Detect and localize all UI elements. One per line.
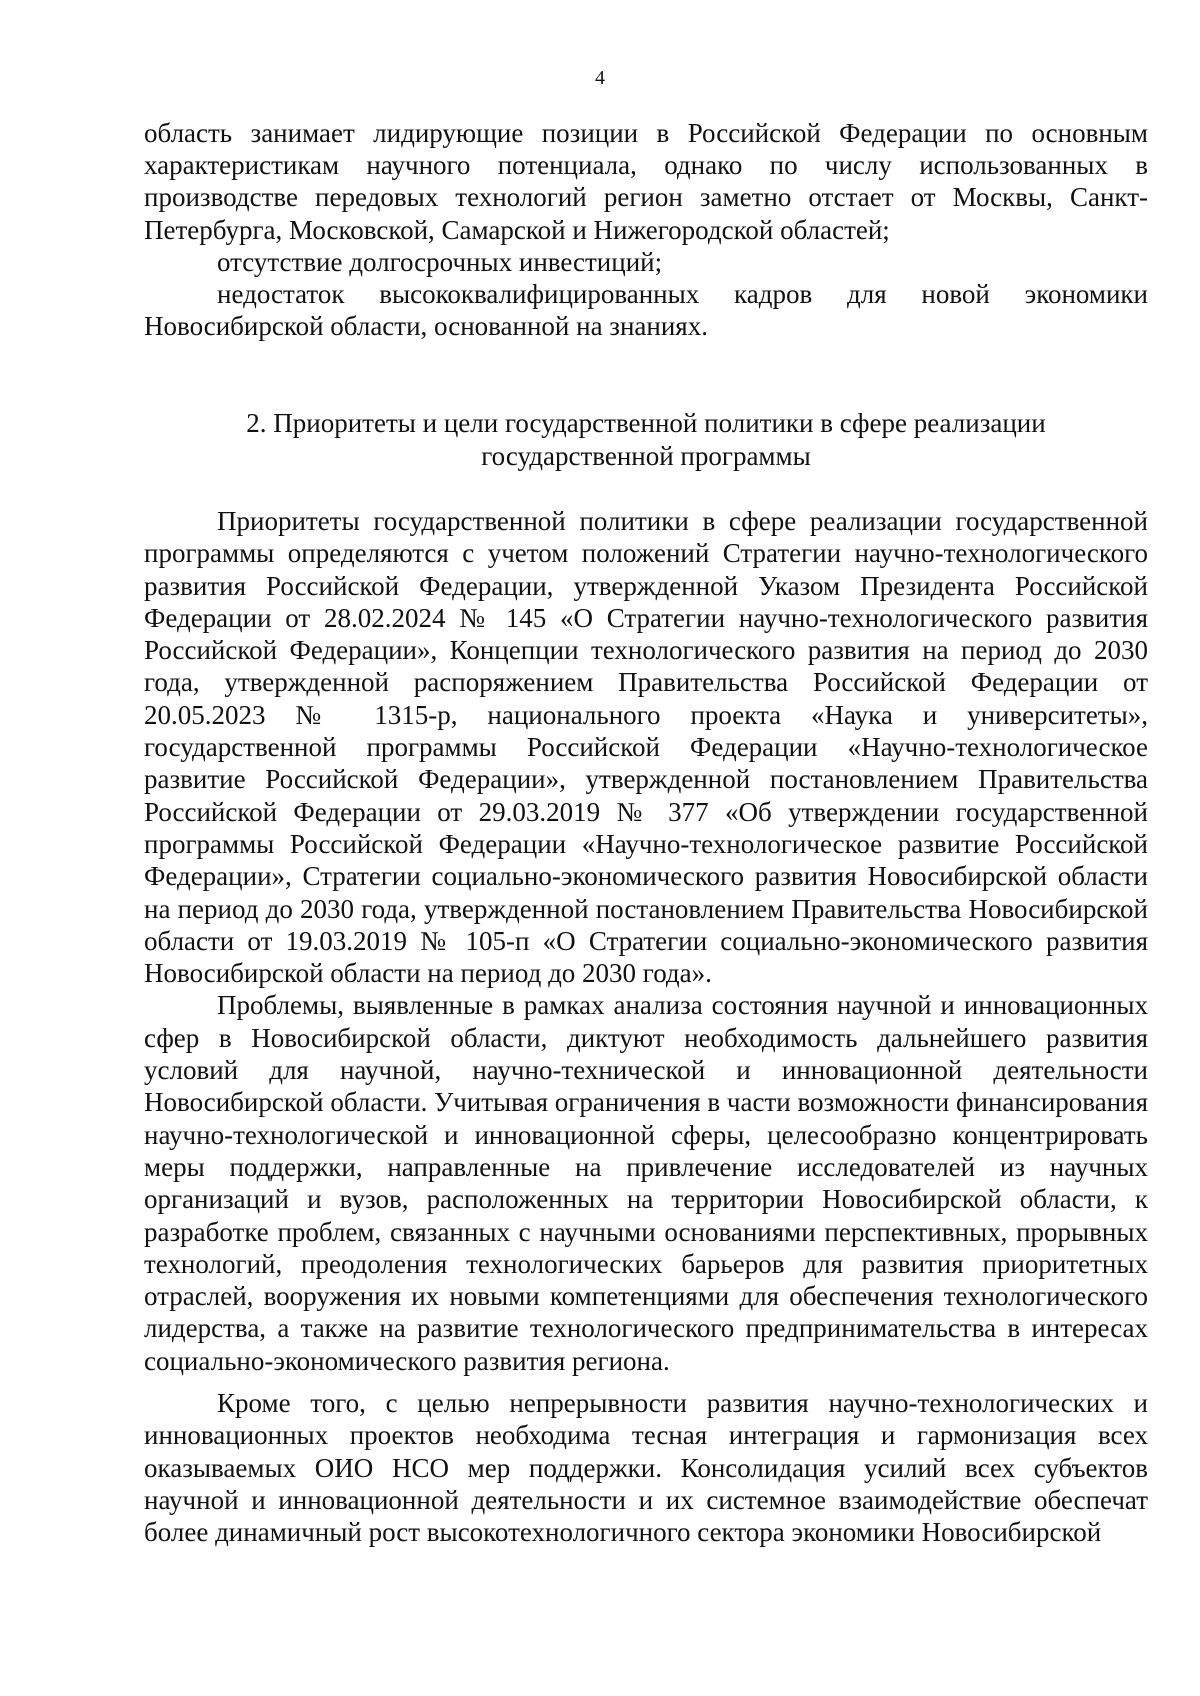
intro-text	[144, 117, 1148, 342]
section-heading-line: 2. Приоритеты и цели государственной политики в сфере реализации	[246, 408, 1046, 438]
body-paragraph: Кроме того, с целью непрерывности развития научно-технологических и инновационных проектов необходима тесная интеграция и гармонизация всех оказываемых ОИО НСО мер поддержки. Консолидация усилий всех субъектов научной и инновационной деятельности и их системное взаимодействие обеспечат более динамичный рост высокотехнологичного сектора экономики Новосибирской	[144, 1388, 1148, 1548]
intro-paragraph: отсутствие долгосрочных инвестиций;	[217, 246, 663, 277]
body-paragraph: Проблемы, выявленные в рамках анализа состояния научной и инновационных сфер в Новосибирской области, диктуют необходимость дальнейшего развития условий для научной, научно-технической и инновационной деятельности Новосибирской области. Учитывая ограничения в части возможности финансирования научно-технологической и инновационной сферы, целесообразно концентрировать меры поддержки, направленные на привлечение исследователей из научных организаций и вузов, расположенных на территории Новосибирской области, к разработке проблем, связанных с научными основаниями перспективных, прорывных технологий, преодоления технологических барьеров для развития приоритетных отраслей, вооружения их новыми компетенциями для обеспечения технологического лидерства, а также на развитие технологического предпринимательства в интересах социально-экономического развития региона.	[144, 990, 1148, 1376]
section-body	[144, 505, 1148, 1549]
intro-paragraph: недостаток высококвалифицированных кадров для новой экономики Новосибирской области, основанной на знаниях.	[144, 279, 1148, 342]
section-heading	[144, 407, 1148, 473]
section-heading-line: государственной программы	[481, 441, 811, 471]
body-paragraph: Приоритеты государственной политики в сфере реализации государственной программы определяются с учетом положений Стратегии научно-технологического развития Российской Федерации, утвержденной Указом Президента Российской Федерации от 28.02.2024 № 145 «О Стратегии научно-технологического развития Российской Федерации», Концепции технологического развития на период до 2030 года, утвержденной распоряжением Правительства Российской Федерации от 20.05.2023 № 1315-р, национального проекта «Наука и университеты», государственной программы Российской Федерации «Научно-технологическое развитие Российской Федерации», утвержденной постановлением Правительства Российской Федерации от 29.03.2019 № 377 «Об утверждении государственной программы Российской Федерации «Научно-технологическое развитие Российской Федерации», Стратегии социально-экономического развития Новосибирской области на период до 2030 года, утвержденной постановлением Правительства Новосибирской области от 19.03.2019 № 105-п «О Стратегии социально-экономического развития Новосибирской области на период до 2030 года».	[144, 506, 1148, 989]
intro-paragraph: область занимает лидирующие позиции в Российской Федерации по основным характеристикам научного потенциала, однако по числу использованных в производстве передовых технологий регион заметно отстает от Москвы, Санкт-Петербурга, Московской, Самарской и Нижегородской областей;	[144, 118, 1148, 245]
page-number: 4	[595, 67, 605, 89]
